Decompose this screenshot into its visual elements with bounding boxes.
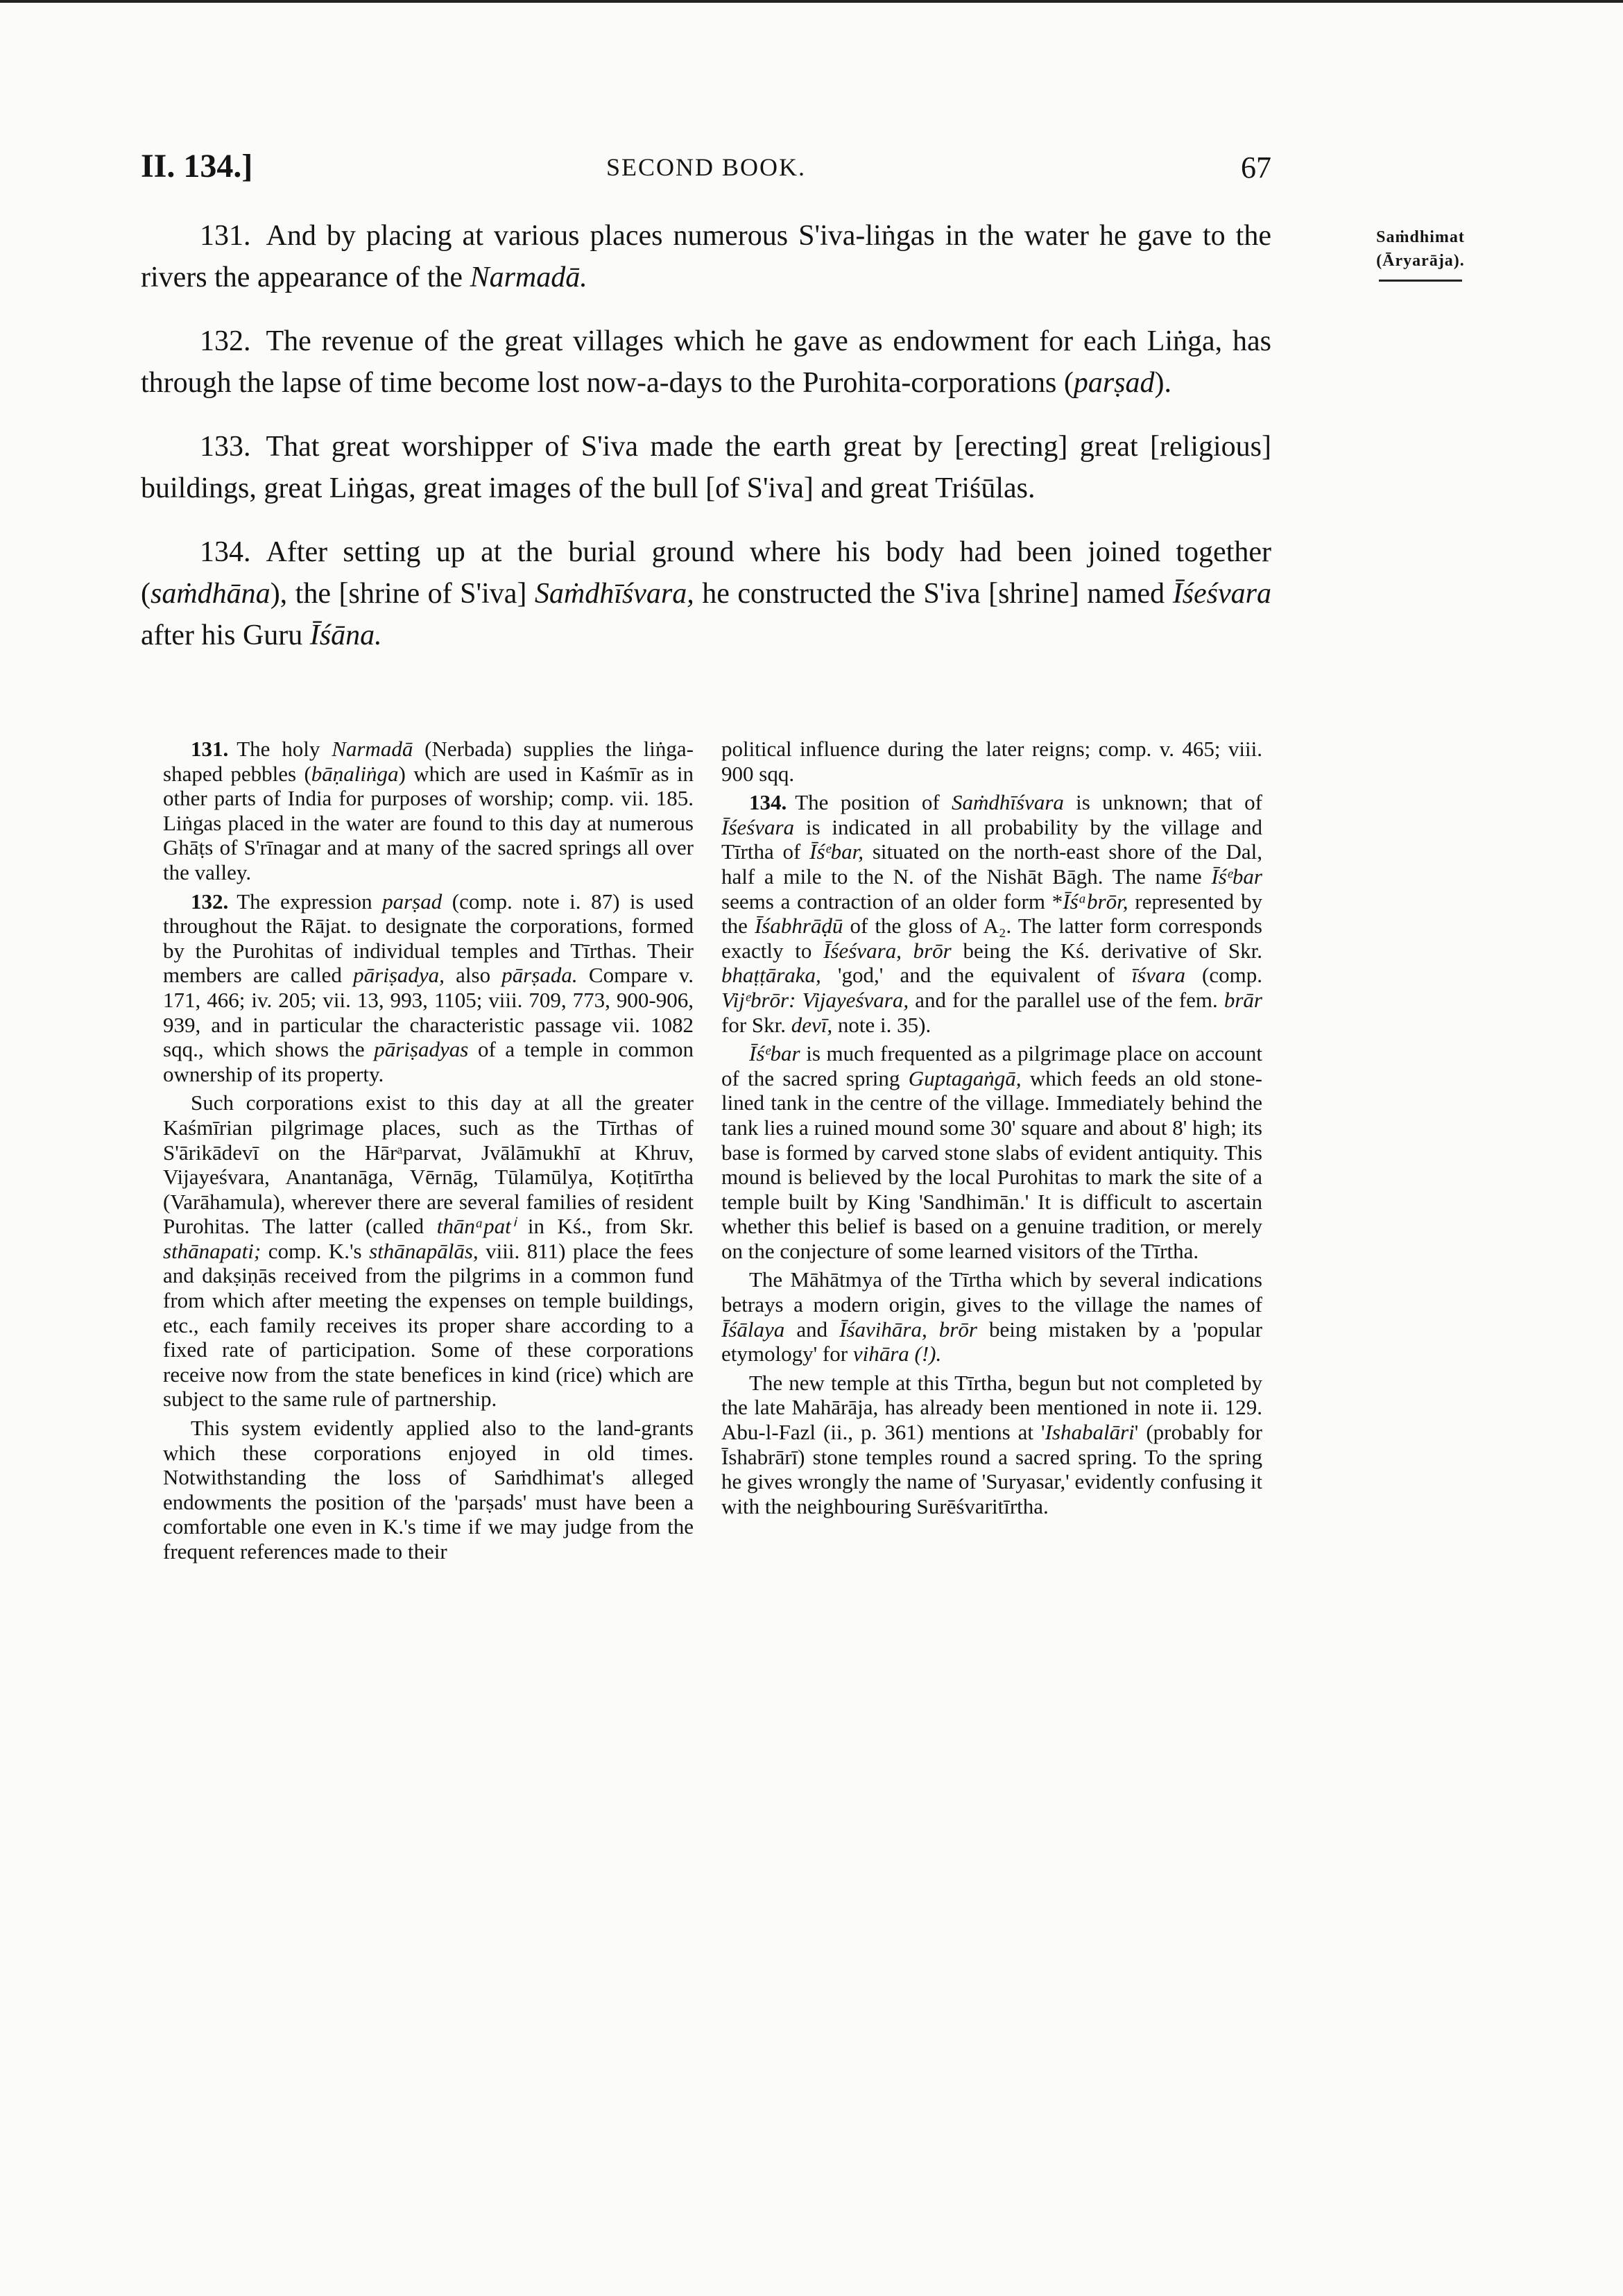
italic-term: pārṣada. [501,963,578,988]
italic-term: Īśeśvara [1172,578,1271,610]
text-run: This system evidently applied also to the land-grants which these corporations enjoyed in old times. Notwithstanding the loss of Saṁdhimat's alleged endowments the position of the 'parṣads' must have been a comfortable one even in K.'s time if we may judge from the frequent references made to their [163,1416,694,1563]
verse-number: 133. [200,431,251,463]
italic-term: Īśᵉbar, [809,839,864,864]
text-run: The expression [237,889,383,914]
text-run: ) which are used in Kaśmīr as in other parts of India for purposes of worship; comp. vii. 185. Liṅgas placed in the water are found to this day at numerous Ghāṭs of S'rīnagar and at many of the sacred springs all over the valley. [163,761,694,884]
italic-term: sthānapālās, [369,1238,479,1263]
italic-term: parṣad [1073,367,1155,399]
italic-term: Īśeśvara, brōr [823,938,952,963]
text-run: of a temple in common ownership of its property. [163,1037,694,1086]
text-run: And by placing at various places numerous S'iva-liṅgas in the water he gave to the rivers the appearance of the [141,220,1271,293]
italic-term: vihāra (!). [852,1342,942,1367]
footnote-number: 131. [191,737,229,761]
italic-term: Saṁdhīśvara, [534,578,694,610]
italic-term: Ishabalāri [1045,1420,1135,1445]
italic-term: Īśᵉbar [749,1041,800,1066]
italic-term: pāriṣadyas [374,1037,469,1062]
text-run: viii. 811) place the fees and dakṣiṇās received from the pilgrims in a common fund from which after meeting the expenses on temple buildings, etc., each family receives its proper share according to a fixed rate of participation. Some of these corporations receive now from the state benefices in kind (rice) which are subject to the same rule of partnership. [163,1238,694,1412]
text-run: (comp. [1185,963,1262,988]
verse-number: 134. [200,536,251,568]
footnote-number: 134. [749,790,787,815]
text-run: ). [1154,367,1172,399]
verse [141,215,1271,298]
italic-term: Īśᵉbar [1211,864,1262,889]
text-run: ' (probably for Īshabrārī) stone temples round a sacred spring. To the spring he gives wrongly the name of 'Suryasar,' evidently confusing it with the neighbouring Surēśvaritīrtha. [721,1420,1262,1518]
footnotes-left-column [163,737,694,1568]
text-run: in Kś., from Skr. [515,1214,694,1239]
text-run: comp. K.'s [261,1238,370,1263]
footnote [163,1416,694,1564]
italic-term: devī, [791,1012,833,1037]
text-run: he constructed the S'iva [shrine] named [694,578,1173,610]
italic-term: bāṇaliṅga [311,761,399,786]
text-run: is unknown; that of [1063,790,1262,815]
running-title: SECOND BOOK. [606,153,807,181]
italic-term: Guptagaṅgā, [908,1065,1022,1090]
text-run: The holy [237,737,332,761]
footnote [721,1371,1262,1519]
italic-term: īśvara [1131,963,1185,988]
text-run: and for the parallel use of the fem. [909,987,1224,1012]
italic-term: Īśālaya [721,1317,785,1342]
italic-term: pāriṣadya, [353,963,445,988]
text-run: Such corporations exist to this day at all the greater Kaśmīrian pilgrimage places, such as the Tīrthas of S'ārikādevī on the Hārᵃparvat, Jvālāmukhī at Khruv, Vijayeśvara, Anantanāga, Vērnāg, Tūlamūlya, Koṭitīrtha (Varāhamula), wherever there are several families of resident Purohitas. The latter (called [163,1090,694,1239]
verse [141,531,1271,656]
text-run: is much frequented as a pilgrimage place on account of the sacred spring [721,1041,1262,1090]
verse-number: 131. [200,220,251,252]
footnote [721,1041,1262,1263]
text-run: also [444,963,502,988]
italic-term: Narmadā. [470,262,587,293]
text-run: That great worshipper of S'iva made the earth great by [erecting] great [religious] buildings, great Liṅgas, great images of the bull [of S'iva] and great Triśūlas. [141,431,1271,504]
text-run: The position of [795,790,952,815]
text-run: After setting up at the burial ground where his body had been joined together ( [141,536,1271,610]
margin-note-line1: Saṁdhimat [1376,228,1465,246]
margin-rule [1379,280,1462,282]
verse [141,320,1271,404]
italic-term: bhaṭṭāraka, [721,963,821,988]
italic-term: Narmadā [332,737,413,761]
italic-term: Īśavihāra, brōr [839,1317,977,1342]
text-run: ), the [shrine of S'iva] [270,578,535,610]
italic-term: thānᵃpatⁱ [436,1214,515,1239]
italic-term: Īśᵃbrōr, [1063,889,1128,914]
footnote [163,737,694,885]
italic-term: Saṁdhīśvara [952,790,1064,815]
text-run: (Nerbada) supplies the liṅga-shaped pebbles ( [163,737,694,786]
italic-term: Īśabhrāḍū [754,914,843,939]
text-run: being the Kś. derivative of Skr. [951,938,1262,963]
margin-note-line2: (Āryarāja). [1376,252,1465,270]
verse-number: 132. [200,325,251,357]
text-run: The Māhātmya of the Tīrtha which by several indications betrays a modern origin, gives to the village the names of [721,1267,1262,1317]
text-run: note i. 35). [832,1012,931,1037]
text-run: being mistaken by a 'popular etymology' for [721,1317,1263,1367]
italic-term: Vijᵉbrōr: Vijayeśvara, [721,987,909,1012]
text-run: represented by the [721,889,1262,939]
text-run: seems a contraction of an older form * [721,889,1063,914]
italic-term: parṣad [382,889,443,914]
text-run: which feeds an old stone-lined tank in the centre of the village. Immediately behind the tank lies a ruined mound some 30' square and about 8' high; its base is formed by carved stone slabs of evident antiquity. This mound is believed by the local Purohitas to mark the site of a temple built by King 'Sandhimān.' It is difficult to ascertain whether this belief is based on a genuine tradition, or merely on the conjecture of some learned visitors of the Tīrtha. [721,1065,1262,1263]
footnote [163,1090,694,1412]
text-run: and [784,1317,840,1342]
verse [141,426,1271,509]
italic-term: Īśāna. [309,619,382,651]
italic-term: saṁdhāna [151,578,270,610]
text-run: The revenue of the great villages which he gave as endowment for each Liṅga, has through the lapse of time become lost now-a-days to the Purohita-corporations ( [141,325,1271,399]
page-header [141,147,1271,196]
text-run: 'god,' and the equivalent of [821,963,1132,988]
page-number: 67 [1241,151,1271,185]
italic-term: sthānapati; [163,1238,261,1263]
italic-term: Īśeśvara [721,814,795,839]
text-run: of the gloss of A₂. The latter form corresponds exactly to [721,914,1262,963]
margin-note [1358,225,1483,282]
footnotes-right-column [721,737,1262,1523]
footnote [163,889,694,1087]
text-run: situated on the north-east shore of the Dal, half a mile to the N. of the Nishāt Bāgh. The name [721,839,1262,889]
chapter-reference: II. 134.] [141,148,253,185]
translation-verses [141,215,1271,678]
text-run: is indicated in all probability by the village and Tīrtha of [721,814,1262,864]
footnote [721,790,1262,1037]
text-run: after his Guru [141,619,310,651]
page-top-rule [0,0,1623,3]
footnote [721,737,1262,786]
text-run: for Skr. [721,1012,791,1037]
italic-term: brār [1223,987,1262,1012]
text-run: Compare v. 171, 466; iv. 205; vii. 13, 993, 1105; viii. 709, 773, 900-906, 939, and in particular the characteristic passage vii. 1082 sqq., which shows the [163,963,694,1062]
text-run: The new temple at this Tīrtha, begun but not completed by the late Mahārāja, has already been mentioned in note ii. 129. Abu-l-Fazl (ii., p. 361) mentions at ' [721,1370,1262,1445]
text-run: political influence during the later reigns; comp. v. 465; viii. 900 sqq. [721,737,1262,786]
footnote [721,1267,1262,1366]
footnote-number: 132. [191,889,229,914]
text-run: (comp. note i. 87) is used throughout the Rājat. to designate the corporations, formed by the Purohitas of individual temples and Tīrthas. Their members are called [163,889,694,988]
